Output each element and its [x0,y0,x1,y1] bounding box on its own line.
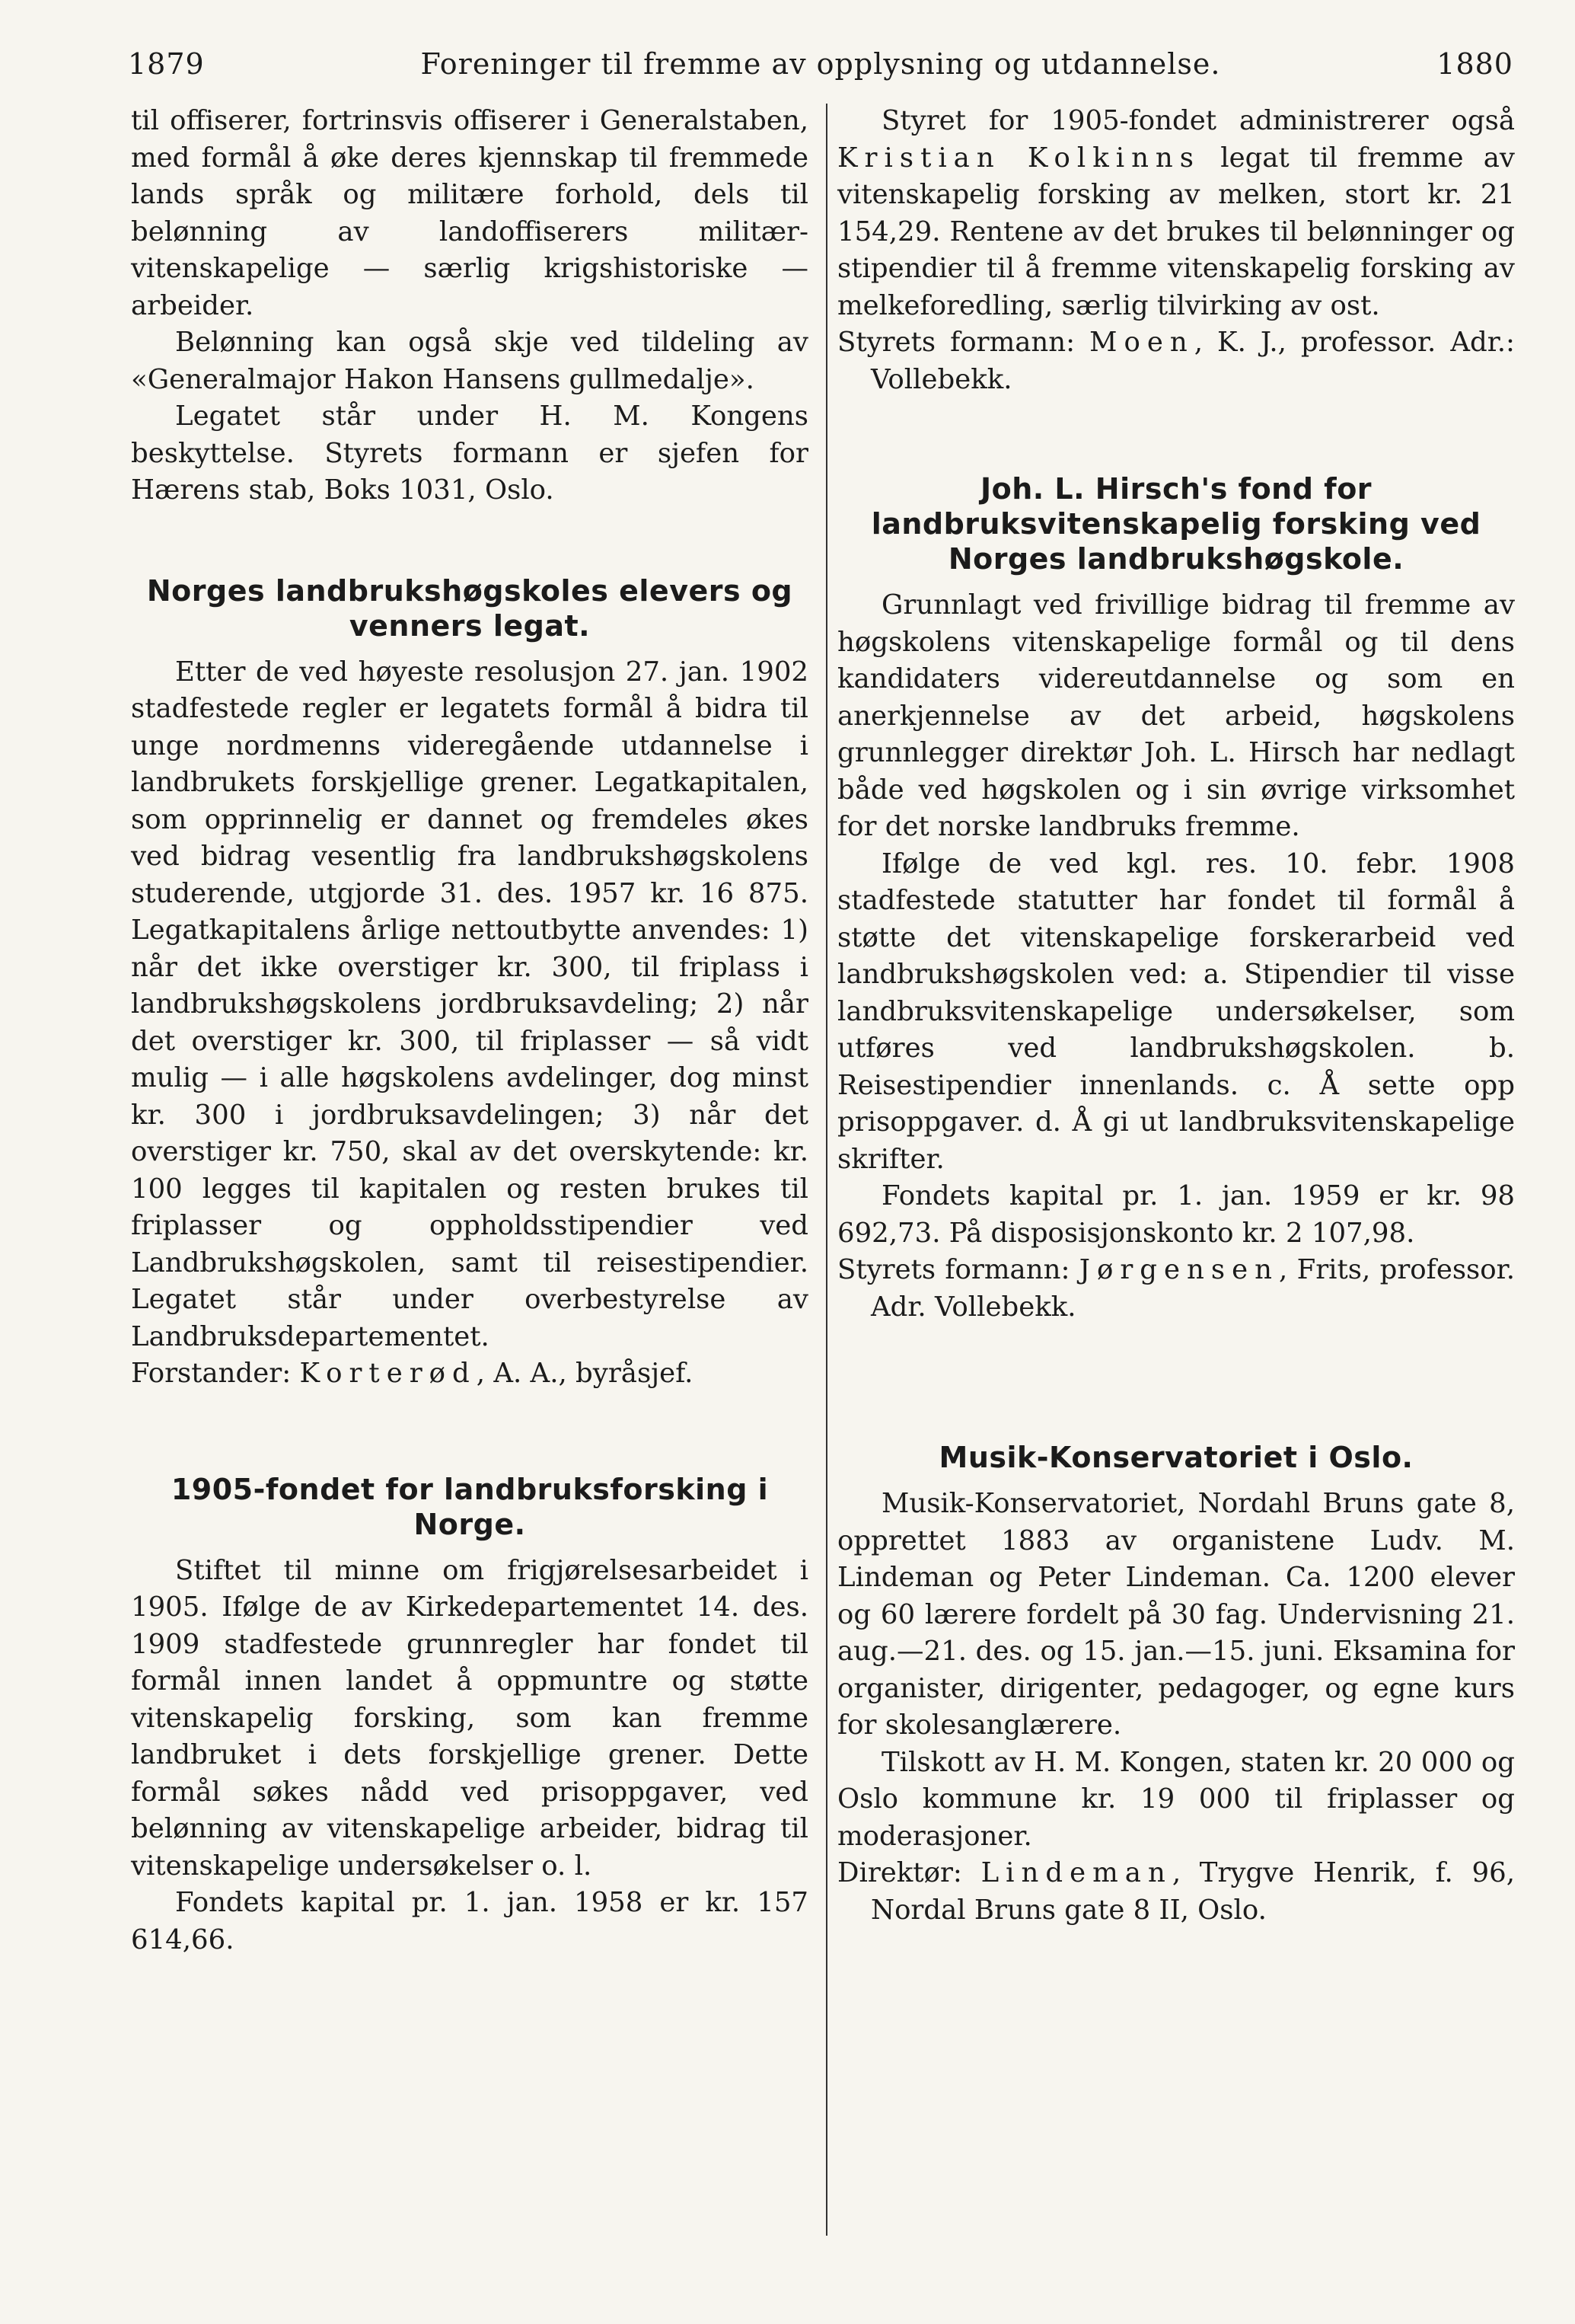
contact-line [131,1355,808,1393]
paragraph: Legatet står under H. M. Kongens beskyttelse. Styrets formann er sjefen for Hærens stab, Boks 1031, Oslo. [131,401,808,506]
officer-legat-continuation [131,103,808,509]
contact-line [837,324,1515,398]
kolkinn-legat-entry [837,103,1515,398]
contact-name: Moen [1089,327,1194,358]
contact-details: , A. A., byråsjef. [476,1358,693,1389]
contact-details: , Frits, professor. Adr. Vollebekk. [871,1254,1515,1323]
paragraph: Stiftet til minne om frigjørelsesarbeidet i 1905. Ifølge de av Kirkedepartementet 14. des. 1909 stadfestede grunnregler har fondet til formål innen landet å oppmuntre og støtte vitenskapelig forsking, som kan fremme landbruket i dets forskjellige grener. Dette formål søkes nådd ved prisoppgaver, ved belønning av vitenskapelige arbeider, bidrag til vitenskapelige undersøkelser o. l. [131,1554,808,1882]
paragraph: Etter de ved høyeste resolusjon 27. jan. 1902 stadfestede regler er legatets formål å bidra til unge nordmenns videregående utdannelse i landbrukets forskjellige grener. Legatkapitalen, som opprinnelig er dannet og fremdeles økes ved bidrag vesentlig fra landbrukshøgskolens studerende, utgjorde 31. des. 1957 kr. 16 875. Legatkapitalens årlige nettoutbytte anvendes: 1) når det ikke overstiger kr. 300, til friplass i landbrukshøgskolens jordbruksavdeling; 2) når det overstiger kr. 300, til friplasser — så vidt mulig — i alle høgskolens avdelinger, dog minst kr. 300 i jordbruksavdelingen; 3) når det overstiger kr. 750, skal av det overskytende: kr. 100 legges til kapitalen og resten brukes til friplasser og oppholdsstipendier ved Landbrukshøgskolen, samt til reisestipendier. Legatet står under overbestyrelse av Landbruksdepartementet. [131,656,808,1352]
paragraph: Tilskott av H. M. Kongen, staten kr. 20 000 og Oslo kommune kr. 19 000 til friplasser og moderasjoner. [837,1746,1515,1852]
contact-line [837,1855,1515,1929]
contact-name: Lindeman [980,1857,1172,1888]
left-column [131,103,808,1958]
paragraph: Grunnlagt ved frivillige bidrag til fremme av høgskolens vitenskapelige formål og til dens kandidaters videreutdannelse og som en anerkjennelse av det arbeid, høgskolens grunnlegger direktør Joh. L. Hirsch har nedlagt både ved høgskolen og i sin øvrige virksomhet for det norske landbruks fremme. [837,589,1515,842]
paragraph: til offiserer, fortrinsvis offiserer i Generalstaben, med formål å øke deres kjennskap til fremmede lands språk og militære forhold, dels til belønning av landoffiserers militær-vitenskapelige — særlig krigshistoriske — arbeider. [131,105,808,321]
contact-details: , Trygve Henrik, f. 96, Nordal Bruns gate 8 II, Oslo. [871,1857,1515,1926]
contact-label: Direktør: [837,1857,981,1888]
fondet-1905-entry [131,1472,808,1959]
paragraph [837,103,1515,324]
paragraph: Ifølge de ved kgl. res. 10. febr. 1908 stadfestede statutter har fondet til formål å støtte det vitenskapelige forskerarbeid ved landbrukshøgskolen ved: a. Stipendier til visse landbruksvitenskapelige undersøkelser, som utføres ved landbrukshøgskolen. b. Reisestipendier innenlands. c. Å sette opp prisoppgaver. d. Å gi ut landbruksvitenskapelige skrifter. [837,848,1515,1175]
contact-name: Korterød [299,1358,477,1389]
musik-konservatoriet-entry [837,1440,1515,1929]
running-head [128,40,1513,85]
landbrukshogskoles-legat-entry [131,573,808,1393]
contact-details: , K. J., professor. Adr.: Vollebekk. [871,327,1516,395]
contact-label: Styrets formann: [837,1254,1079,1285]
paragraph: Musik-Konservatoriet, Nordahl Bruns gate 8, opprettet 1883 av organistene Ludv. M. Lindeman og Peter Lindeman. Ca. 1200 elever og 60 lærere fordelt på 30 fag. Undervisning 21. aug.—21. des. og 15. jan.—15. juni. Eksamina for organister, dirigenter, pedagoger, og egne kurs for skolesanglærere. [837,1488,1515,1741]
contact-label: Forstander: [131,1358,292,1389]
contact-name: Jørgensen [1079,1254,1279,1285]
contact-line [837,1252,1515,1326]
entry-heading: Musik-Konservatoriet i Oslo. [939,1441,1414,1474]
text-run: legat til fremme av vitenskapelig forsking av melken, stort kr. 21 154,29. Rentene av det brukes til belønninger og stipendier til å fremme vitenskapelig forsking av melkeforedling, særlig tilvirking av ost. [837,142,1515,321]
running-title: Foreninger til fremme av opplysning og utdannelse. [420,47,1221,81]
legat-name: Kristian Kolkinns [837,142,1201,174]
hirsch-fond-entry [837,471,1515,1326]
entry-heading: 1905-fondet for landbruksforsking i Norge. [171,1472,769,1541]
right-column [837,103,1515,1929]
paragraph: Fondets kapital pr. 1. jan. 1958 er kr. 157 614,66. [131,1887,808,1955]
page-number-right: 1880 [1436,47,1513,81]
paragraph: Belønning kan også skje ved tildeling av «Generalmajor Hakon Hansens gullmedalje». [131,327,808,395]
column-divider [826,104,827,2236]
paragraph: Fondets kapital pr. 1. jan. 1959 er kr. 98 692,73. På disposisjonskonto kr. 2 107,98. [837,1180,1515,1249]
page-number-left: 1879 [128,47,205,81]
text-run: Styret for 1905-fondet administrerer også [882,105,1515,136]
entry-heading: Norges landbrukshøgskoles elevers og venners legat. [146,573,793,643]
contact-label: Styrets formann: [837,327,1090,358]
entry-heading: Joh. L. Hirsch's fond for landbruksvitenskapelig forsking ved Norges landbrukshøgskole. [871,472,1481,576]
